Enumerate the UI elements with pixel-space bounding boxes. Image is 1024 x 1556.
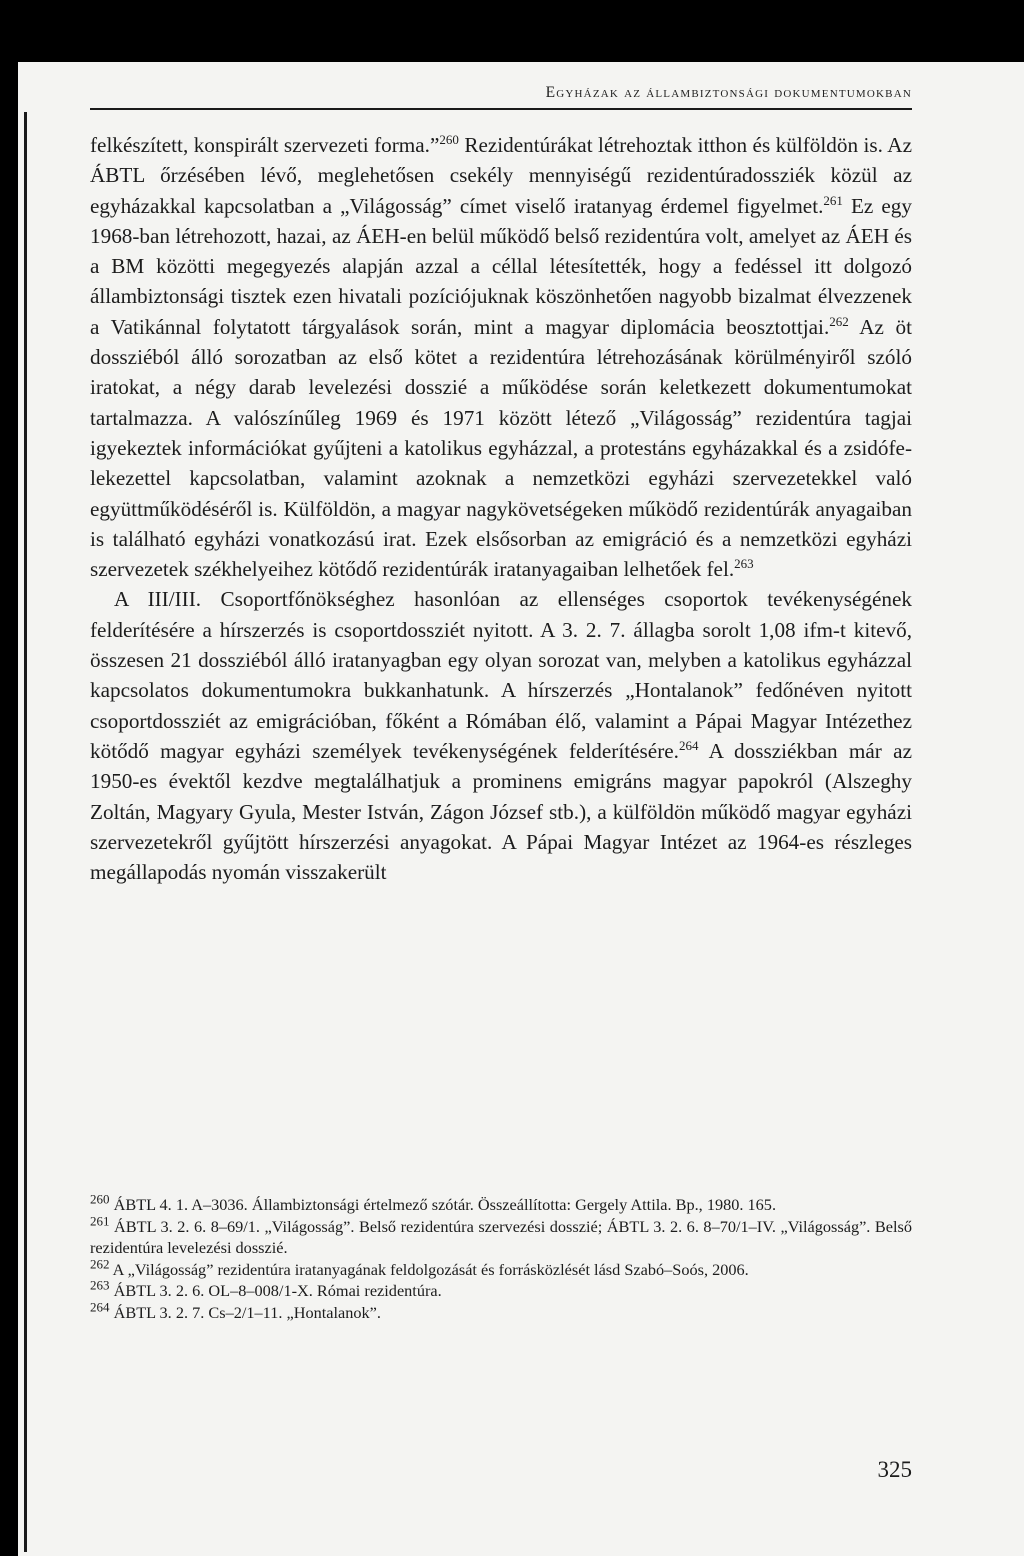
footnote-reference: 262 <box>829 313 849 329</box>
footnote-reference: 263 <box>734 556 754 572</box>
footnote <box>90 1299 912 1324</box>
footnote-number: 260 <box>90 1191 110 1207</box>
footnote <box>90 1277 912 1302</box>
footnote-reference: 264 <box>678 737 699 753</box>
paragraph <box>90 130 912 584</box>
footnote-reference: 260 <box>439 131 459 147</box>
paragraph-text: Rezidentúrákat létrehoztak itthon és külföldön is. Az ÁBTL őrzésében lévő, meglehetősen csekély mennyiségű rezidentúradossziék közül az egyházakkal kapcsolatban a „Világosság” címet viselő iratanyag érdemel figyelmet. <box>90 133 912 218</box>
paragraph <box>90 584 912 887</box>
footnote <box>90 1256 912 1281</box>
footnotes <box>90 1191 912 1324</box>
paragraph-text: A III/III. Csoportfőnökséghez hasonlóan az ellenséges csoportok tevékenységének felderítésére a hírszerzés is csoportdossziét nyitott. A 3. 2. 7. állagba sorolt 1,08 ifm-t kitevő, összesen 21 dossziéból álló iratanyagban egy olyan sorozat van, melyben a katolikus egyházzal kapcsolatos dokumentumokra bukkanhatunk. A hírszerzés „Hontalanok” fedőnéven nyitott csoportdossziét az emigrációban, főként a Rómában élő, valamint a Pápai Magyar Intézethez kötődő magyar egyházi személyek tevékenységének felderítésére. <box>90 587 912 763</box>
footnote-number: 264 <box>90 1299 110 1315</box>
footnote <box>90 1191 912 1216</box>
footnote-text: ÁBTL 3. 2. 6. 8–69/1. „Világosság”. Belső rezidentúra szervezési dosszié; ÁBTL 3. 2. 6. 8–70/1–IV. „Világosság”. Belső rezidentúra levelezési dosszié. <box>90 1216 912 1258</box>
footnote-reference: 261 <box>823 192 843 208</box>
paragraph-text: felkészített, konspirált szervezeti forma.” <box>90 133 440 157</box>
footnote-text: A „Világosság” rezidentúra iratanyagának feldolgozását és forrásközlését lásd Szabó–Soós, 2006. <box>109 1259 749 1279</box>
body-text <box>90 130 912 887</box>
binding-edge-rule <box>24 112 27 1552</box>
book-page <box>18 62 1024 1556</box>
footnote-number: 261 <box>90 1213 110 1229</box>
running-head-rule <box>90 108 912 110</box>
paragraph-text: A dossziékban már az 1950-es évektől kezdve megtalálhatjuk a prominens emigráns magyar papokról (Alszeghy Zoltán, Magyary Gyula, Mester István, Zágon József stb.), a külföldön működő magyar egyházi szervezetekről gyűjtött hírszerzési anyagokat. A Pápai Magyar Intézet az 1964-es részleges megállapodás nyomán visszakerült <box>90 738 912 885</box>
footnote-text: ÁBTL 3. 2. 6. OL–8–008/1-X. Római rezidentúra. <box>109 1281 442 1301</box>
running-head: Egyházak az állambiztonsági dokumentumokban <box>545 84 912 101</box>
footnote-number: 263 <box>90 1277 110 1293</box>
footnote-text: ÁBTL 3. 2. 7. Cs–2/1–11. „Hontalanok”. <box>109 1302 381 1322</box>
page-number: 325 <box>877 1457 912 1482</box>
footnote-number: 262 <box>90 1256 110 1272</box>
paragraph-text: Ez egy 1968-ban létrehozott, hazai, az ÁEH-en belül működő belső rezidentúra volt, amelyet az ÁEH és a BM közötti megegyezés alapján azzal a céllal létesítették, hogy a fedéssel itt dolgozó állambiztonsági tisztek ezen hivatali pozíciójuknak köszönhetően nagyobb bizalmat élvezzenek a Vatikánnal folytatott tárgyalások során, mint a magyar diplomácia beosztottjai. <box>90 193 912 339</box>
footnote <box>90 1213 912 1259</box>
paragraph-text: Az öt dossziéból álló sorozatban az első kötet a rezidentúra létrehozásának körülményiről szóló iratokat, a négy darab levelezési dosszié a működése során keletkezett dokumentumokat tartalmazza. A valószínűleg 1969 és 1971 között létező „Világosság” rezidentúra tagjai igyekeztek információkat gyűjteni a katolikus egyházzal, a protestáns egyházakkal és a zsidófelekezettel kapcsolatban, valamint azoknak a nemzetközi egyházi szervezetekkel való együttműködéséről is. Külföldön, a magyar nagykövetségeken működő rezidentúrák anyagaiban is található egyházi vonatkozású irat. Ezek elsősorban az emigráció és a nemzetközi egyházi szervezetek székhelyeihez kötődő rezidentúrák iratanyagaiban lelhetőek fel. <box>90 314 913 582</box>
footnote-text: ÁBTL 4. 1. A–3036. Állambiztonsági értelmező szótár. Összeállította: Gergely Attila. Bp., 1980. 165. <box>109 1195 777 1214</box>
